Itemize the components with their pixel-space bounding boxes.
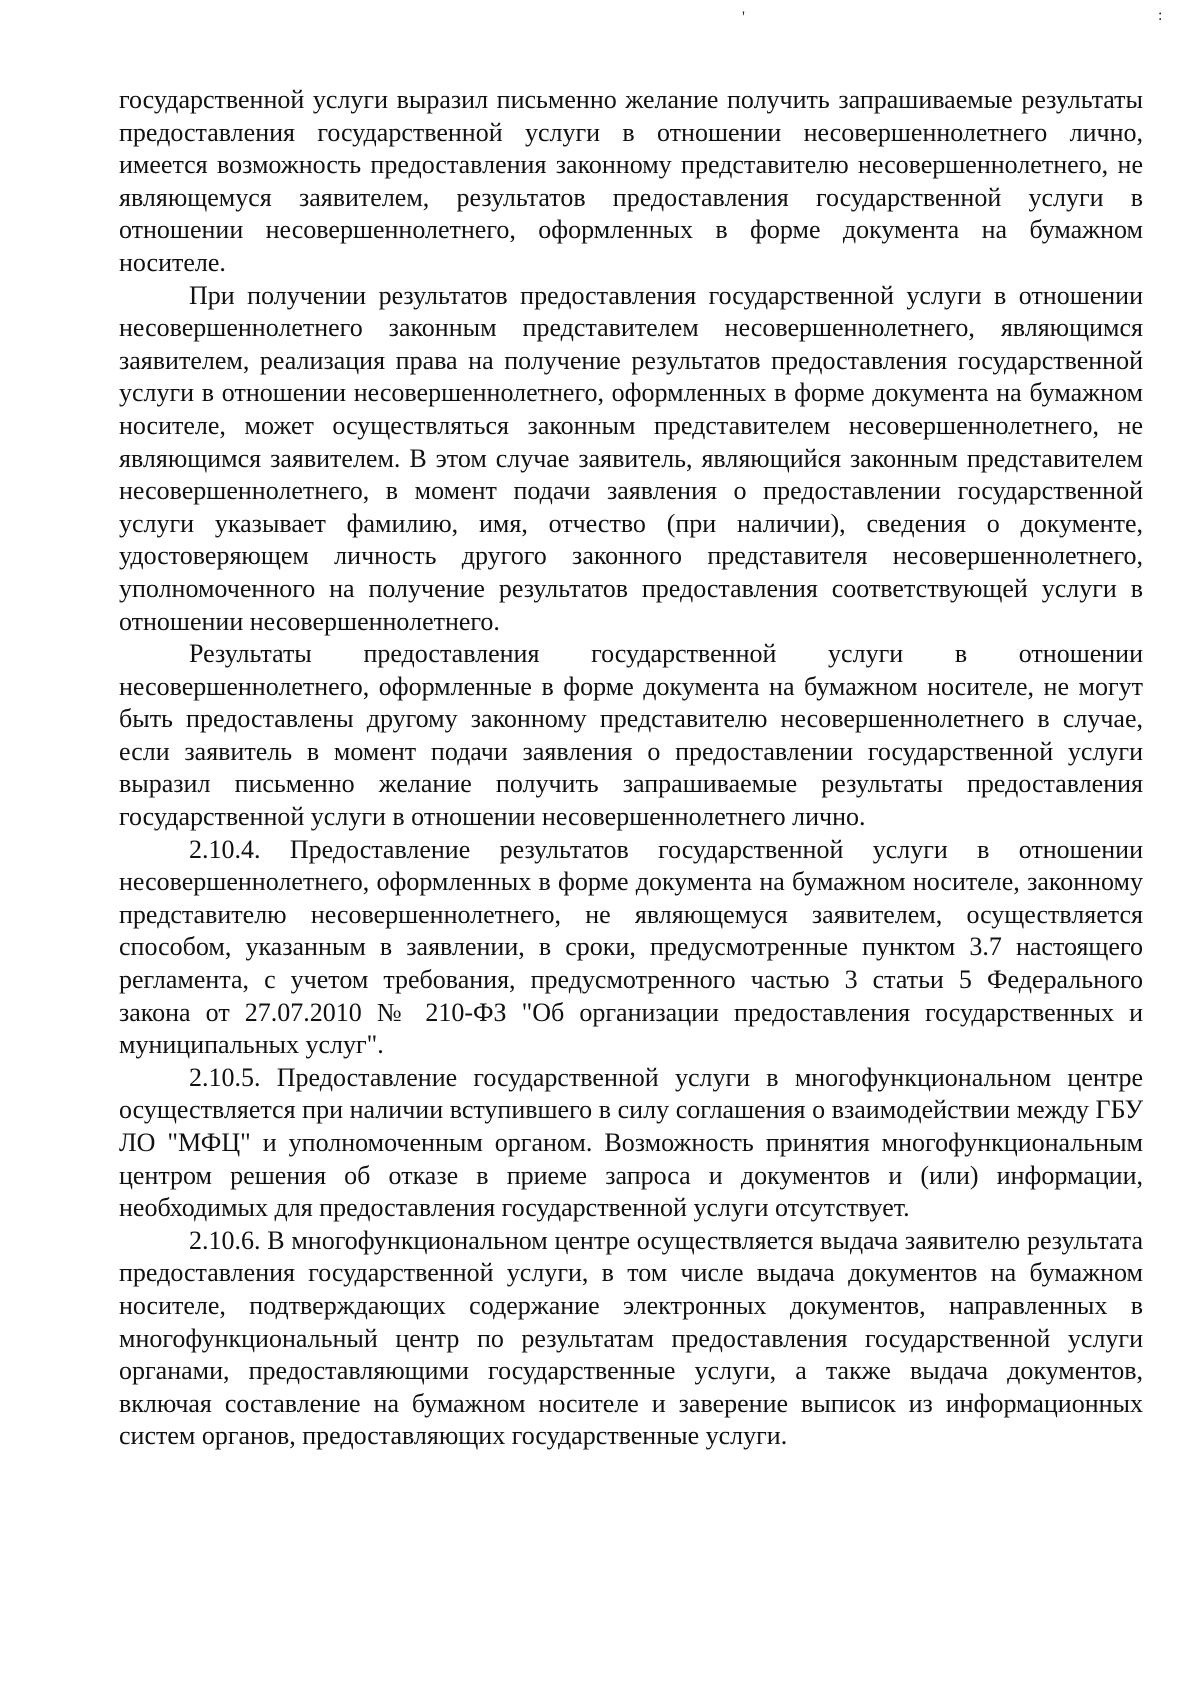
paragraph-2-10-4: 2.10.4. Предоставление результатов государственной услуги в отношении несовершеннолетнего, оформленных в форме документа на бумажном носителе, законному представителю несовершеннолетнего, не являющемуся заявителем, осуществляется способом, указанным в заявлении, в сроки, предусмотренные пунктом 3.7 настоящего регламента, с учетом требования, предусмотренного частью 3 статьи 5 Федерального закона от 27.07.2010 № 210-ФЗ "Об организации предоставления государственных и муниципальных услуг". (119, 834, 1143, 1060)
paragraph-2-10-5: 2.10.5. Предоставление государственной услуги в многофункциональном центре осуществляется при наличии вступившего в силу соглашения о взаимодействии между ГБУ ЛО "МФЦ" и уполномоченным органом. Возможность принятия многофункциональным центром решения об отказе в приеме запроса и документов и (или) информации, необходимых для предоставления государственной услуги отсутствует. (119, 1062, 1143, 1223)
paragraph-legal-representative-receipt: При получении результатов предоставления государственной услуги в отношении несовершеннолетнего законным представителем несовершеннолетнего, являющимся заявителем, реализация права на получение результатов предоставления государственной услуги в отношении несовершеннолетнего, оформленных в форме документа на бумажном носителе, может осуществляться законным представителем несовершеннолетнего, не являющимся заявителем. В этом случае заявитель, являющийся законным представителем несовершеннолетнего, в момент подачи заявления о предоставлении государственной услуги указывает фамилию, имя, отчество (при наличии), сведения о документе, удостоверяющем личность другого законного представителя несовершеннолетнего, уполномоченного на получение результатов предоставления соответствующей услуги в отношении несовершеннолетнего. (119, 280, 1143, 636)
scan-mark: : (1158, 7, 1163, 24)
scan-mark: ' (742, 9, 745, 26)
paragraph-2-10-6: 2.10.6. В многофункциональном центре осуществляется выдача заявителю результата предоставления государственной услуги, в том числе выдача документов на бумажном носителе, подтверждающих содержание электронных документов, направленных в многофункциональный центр по результатам предоставления государственной услуги органами, предоставляющими государственные услуги, а также выдача документов, включая составление на бумажном носителе и заверение выписок из информационных систем органов, предоставляющих государственные услуги. (119, 1225, 1143, 1451)
paragraph-results-restriction: Результаты предоставления государственной услуги в отношении несовершеннолетнего, оформленные в форме документа на бумажном носителе, не могут быть предоставлены другому законному представителю несовершеннолетнего в случае, если заявитель в момент подачи заявления о предоставлении государственной услуги выразил письменно желание получить запрашиваемые результаты предоставления государственной услуги в отношении несовершеннолетнего лично. (119, 639, 1143, 832)
document-body (119, 84, 1143, 1453)
paragraph-continuation: государственной услуги выразил письменно желание получить запрашиваемые результаты предоставления государственной услуги в отношении несовершеннолетнего лично, имеется возможность предоставления законному представителю несовершеннолетнего, не являющемуся заявителем, результатов предоставления государственной услуги в отношении несовершеннолетнего, оформленных в форме документа на бумажном носителе. (119, 85, 1143, 277)
